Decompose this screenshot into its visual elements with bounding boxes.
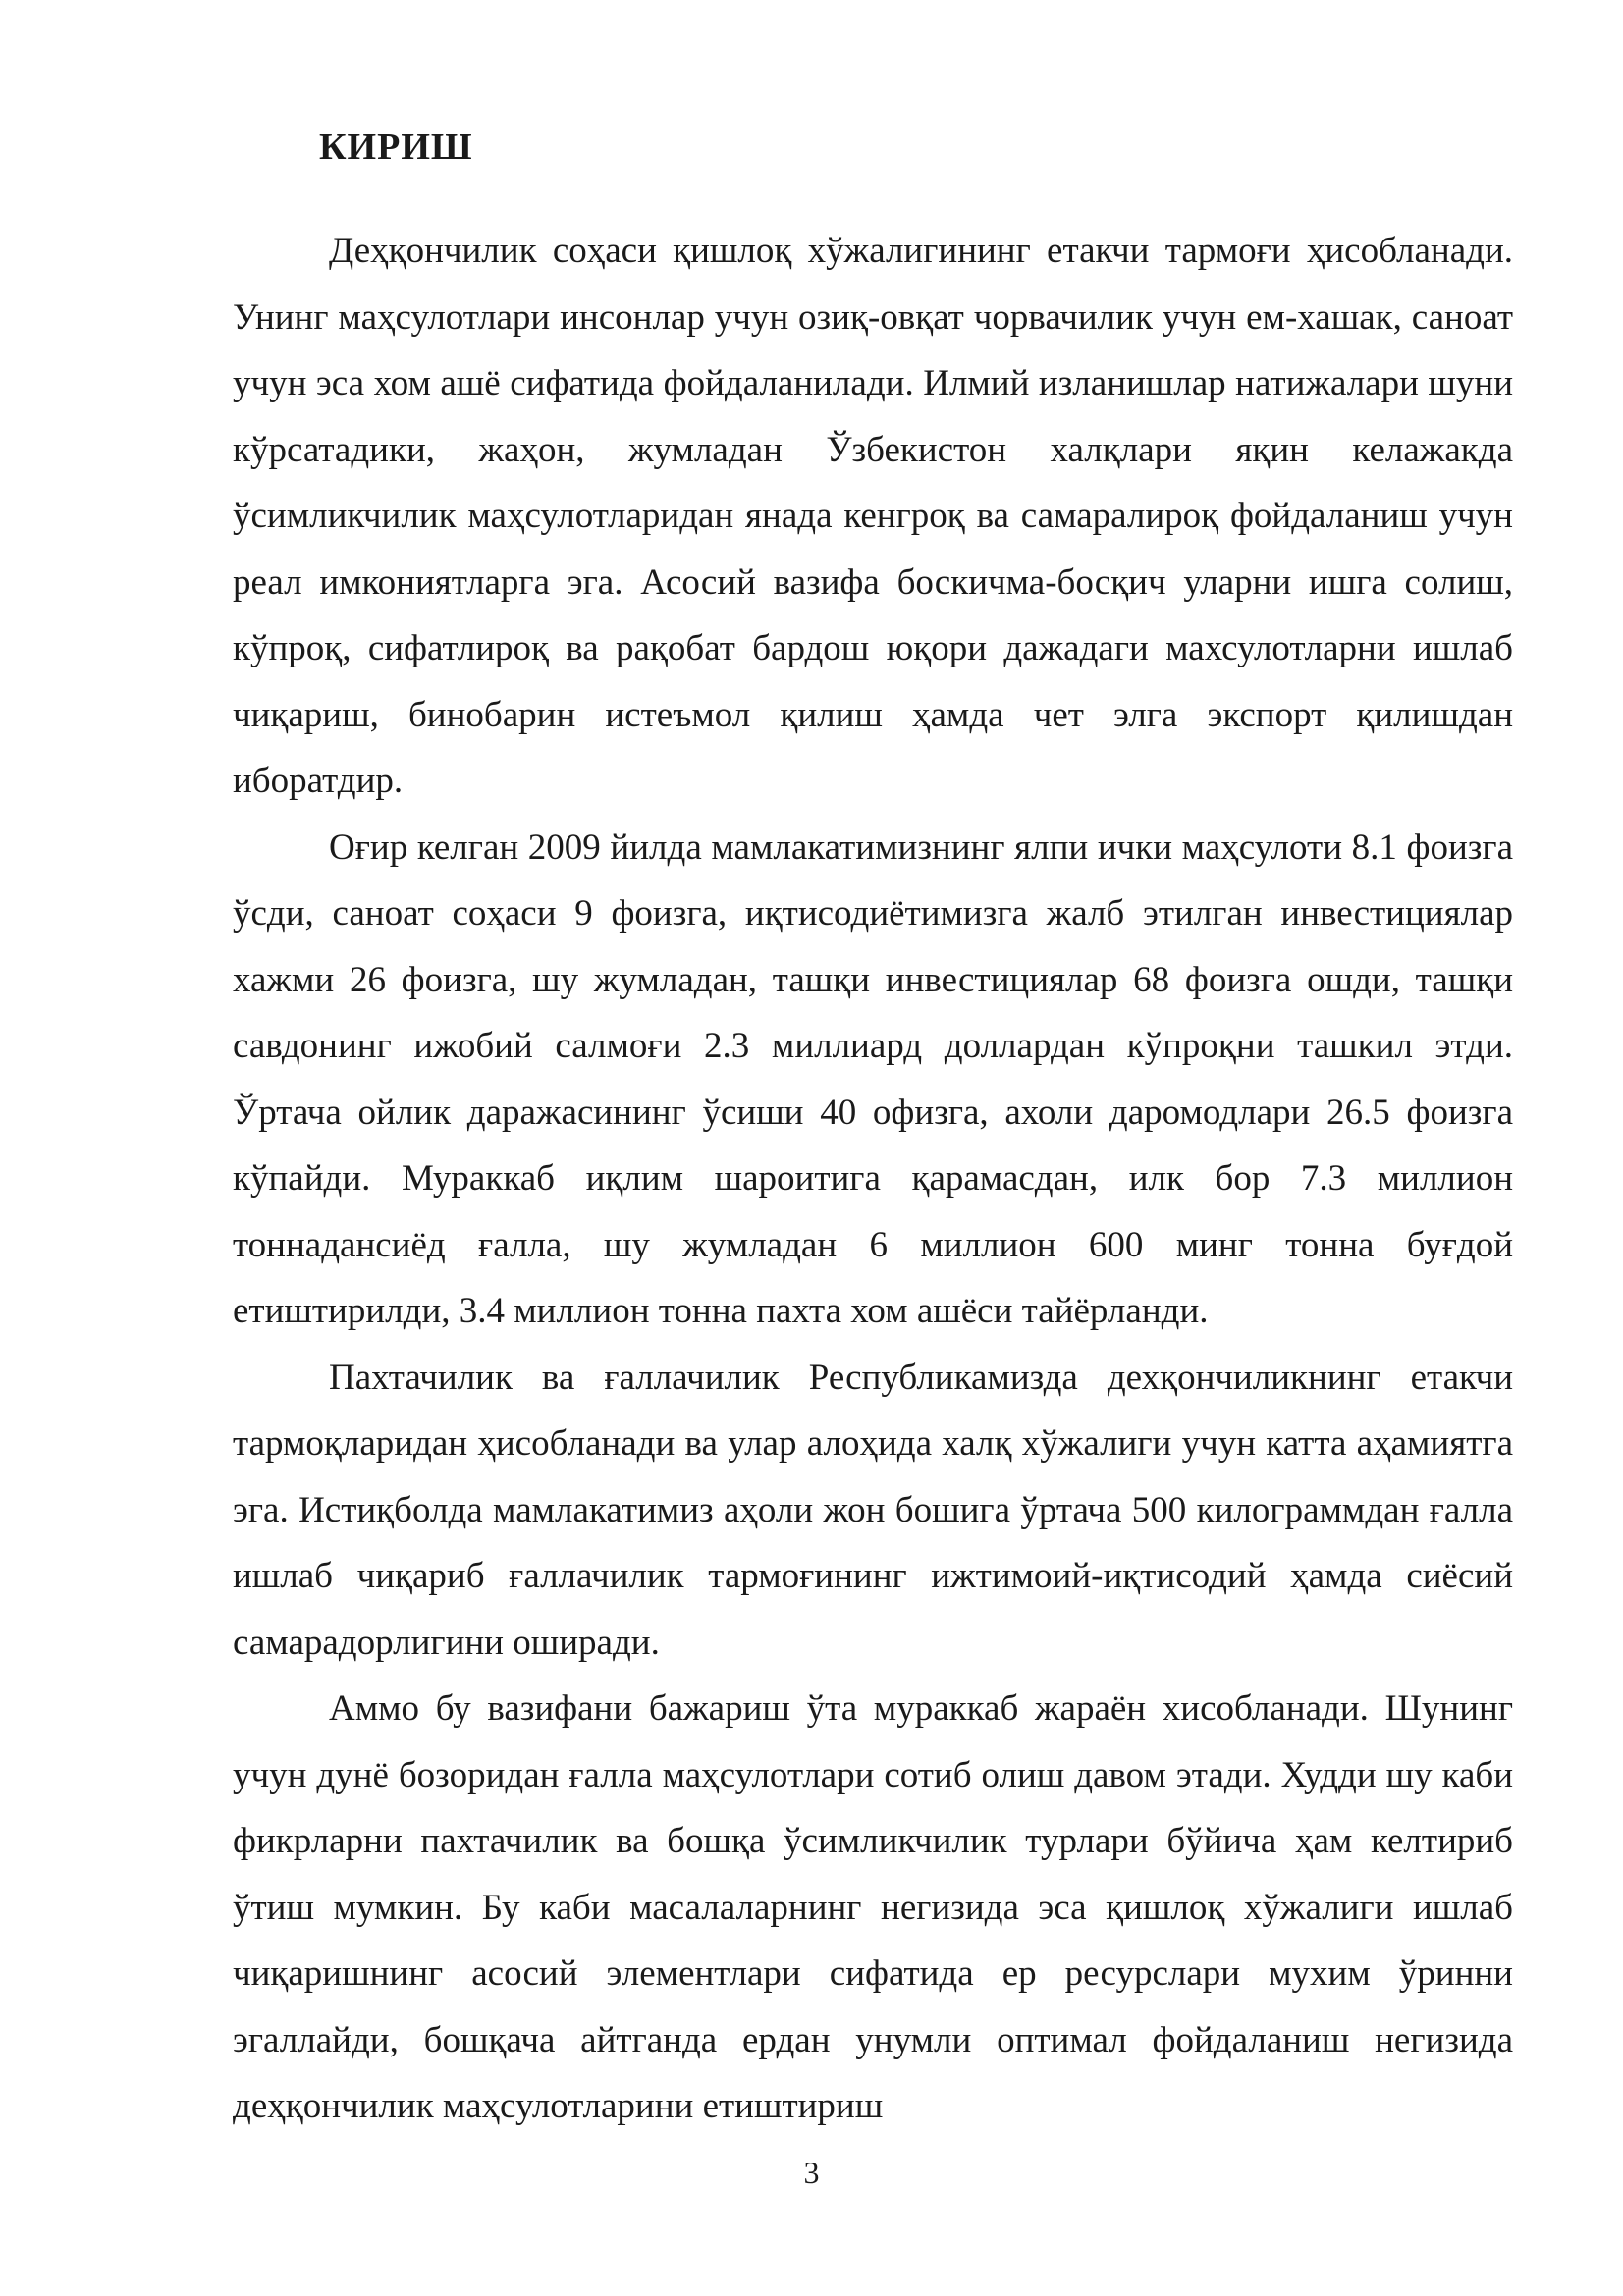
paragraph-1: Деҳқончилик соҳаси қишлоқ хўжалигининг етакчи тармоғи ҳисобланади. Унинг маҳсулотлари инсонлар учун озиқ-овқат чорвачилик учун ем-хашак, саноат учун эса хом ашё сифатида фойдаланилади. Илмий изланишлар натижалари шуни кўрсатадики, жаҳон, жумладан Ўзбекистон халқлари яқин келажакда ўсимликчилик маҳсулотларидан янада кенгроқ ва самаралироқ фойдаланиш учун реал имкониятларга эга. Асосий вазифа боскичма-босқич уларни ишга солиш, кўпроқ, сифатлироқ ва рақобат бардош юқори дажадаги махсулотларни ишлаб чиқариш, бинобарин истеъмол қилиш ҳамда чет элга экспорт қилишдан иборатдир.	[233, 231, 1513, 801]
paragraph-3: Пахтачилик ва ғаллачилик Республикамизда дехқончиликнинг етакчи тармоқларидан ҳисобланади ва улар алоҳида халқ хўжалиги учун катта аҳамиятга эга. Истиқболда мамлакатимиз аҳоли жон бошига ўртача 500 килограммдан ғалла ишлаб чиқариб ғаллачилик тармоғининг ижтимоий-иқтисодий ҳамда сиёсий самарадорлигини оширади.	[233, 1357, 1513, 1663]
paragraph-2: Оғир келган 2009 йилда мамлакатимизнинг ялпи ички маҳсулоти 8.1 фоизга ўсди, саноат соҳаси 9 фоизга, иқтисодиётимизга жалб этилган инвестициялар хажми 26 фоизга, шу жумладан, ташқи инвестициялар 68 фоизга ошди, ташқи савдонинг ижобий салмоғи 2.3 миллиард доллардан кўпроқни ташкил этди. Ўртача ойлик даражасининг ўсиши 40 офизга, ахоли даромодлари 26.5 фоизга кўпайди. Мураккаб иқлим шароитига қарамасдан, илк бор 7.3 миллион тоннадансиёд ғалла, шу жумладан 6 миллион 600 минг тонна буғдой етиштирилди, 3.4 миллион тонна пахта хом ашёси тайёрланди.	[233, 827, 1513, 1331]
paragraph-4: Аммо бу вазифани бажариш ўта мураккаб жараён хисобланади. Шунинг учун дунё бозоридан ғалла маҳсулотлари сотиб олиш давом этади. Худди шу каби фикрларни пахтачилик ва бошқа ўсимликчилик турлари бўйича ҳам келтириб ўтиш мумкин. Бу каби масалаларнинг негизида эса қишлоқ хўжалиги ишлаб чиқаришнинг асосий элементлари сифатида ер ресурслари мухим ўринни эгаллайди, бошқача айтганда ердан унумли оптимал фойдаланиш негизида деҳқончилик маҳсулотларини етиштириш	[233, 1688, 1513, 2126]
section-heading: КИРИШ	[319, 127, 473, 168]
body-text	[233, 218, 1513, 2140]
page-number: 3	[803, 2155, 820, 2190]
